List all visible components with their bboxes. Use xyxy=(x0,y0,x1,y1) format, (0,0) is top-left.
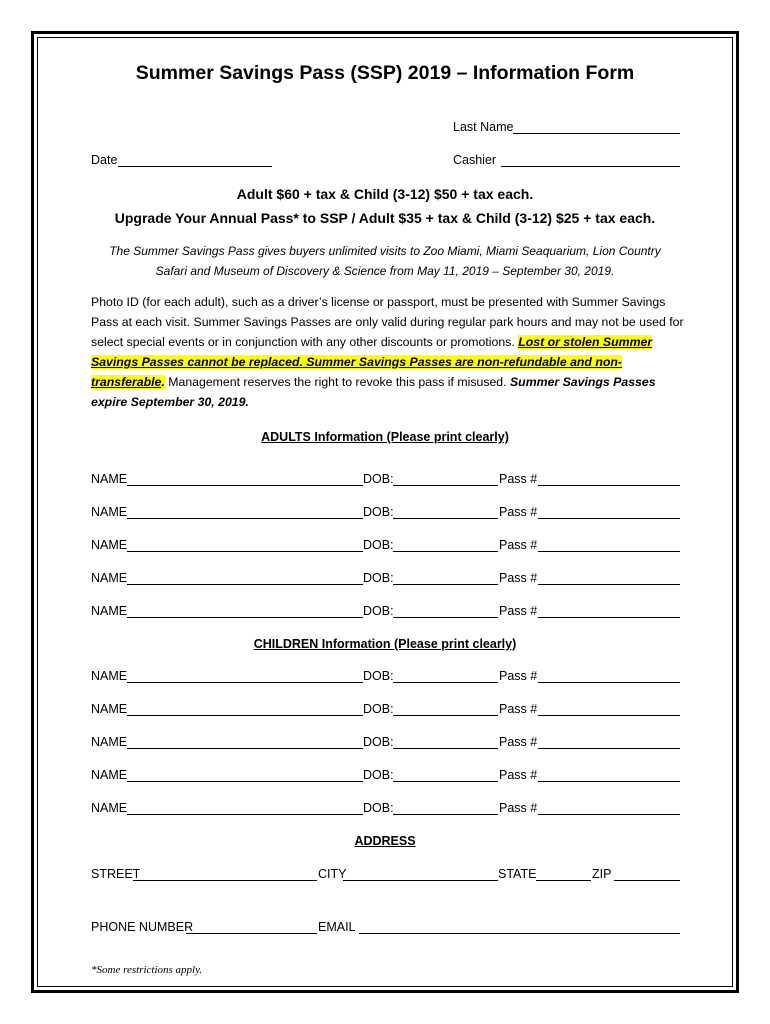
child-dob-label: DOB: xyxy=(363,735,394,749)
email-label: EMAIL xyxy=(318,920,356,934)
cashier-label: Cashier xyxy=(453,153,497,167)
zip-label: ZIP xyxy=(592,867,612,881)
zip-field[interactable] xyxy=(614,880,680,881)
adult-dob-label: DOB: xyxy=(363,604,394,618)
adult-name-label: NAME xyxy=(91,571,128,585)
child-dob-label: DOB: xyxy=(363,801,394,815)
adult-dob-field[interactable] xyxy=(393,518,498,519)
intro-line-1: The Summer Savings Pass gives buyers unlimited visits to Zoo Miami, Miami Seaquarium, Lion Country xyxy=(109,244,661,258)
child-pass-field[interactable] xyxy=(538,715,680,716)
adult-name-label: NAME xyxy=(91,505,128,519)
child-dob-field[interactable] xyxy=(393,814,498,815)
child-pass-field[interactable] xyxy=(538,781,680,782)
adult-pass-label: Pass # xyxy=(499,505,538,519)
address-heading: ADDRESS xyxy=(354,834,416,848)
child-pass-label: Pass # xyxy=(499,735,538,749)
last-name-field[interactable] xyxy=(513,133,680,134)
adult-name-label: NAME xyxy=(91,538,128,552)
adult-pass-field[interactable] xyxy=(538,617,680,618)
intro-line-2: Safari and Museum of Discovery & Science from May 11, 2019 – September 30, 2019. xyxy=(155,264,615,278)
policy-paragraph xyxy=(91,292,691,412)
date-label: Date xyxy=(91,153,118,167)
child-pass-field[interactable] xyxy=(538,748,680,749)
cashier-field[interactable] xyxy=(501,166,680,167)
date-field[interactable] xyxy=(118,166,272,167)
adult-pass-field[interactable] xyxy=(538,518,680,519)
policy-highlight-period: . xyxy=(161,375,165,389)
policy-expiry: Summer Savings Passes expire September 30, 2019. xyxy=(91,375,656,409)
adult-dob-field[interactable] xyxy=(393,551,498,552)
child-pass-label: Pass # xyxy=(499,669,538,683)
adult-dob-label: DOB: xyxy=(363,538,394,552)
adult-pass-label: Pass # xyxy=(499,604,538,618)
adult-pass-label: Pass # xyxy=(499,571,538,585)
child-pass-label: Pass # xyxy=(499,702,538,716)
footnote: *Some restrictions apply. xyxy=(91,964,203,976)
child-pass-field[interactable] xyxy=(538,814,680,815)
adult-name-label: NAME xyxy=(91,472,128,486)
child-name-label: NAME xyxy=(91,768,128,782)
child-name-field[interactable] xyxy=(127,715,363,716)
child-name-field[interactable] xyxy=(127,682,363,683)
last-name-label: Last Name xyxy=(453,120,514,134)
adult-dob-label: DOB: xyxy=(363,505,394,519)
adults-heading: ADULTS Information (Please print clearly) xyxy=(261,430,509,444)
child-name-label: NAME xyxy=(91,801,128,815)
pricing-line-2: Upgrade Your Annual Pass* to SSP / Adult $35 + tax & Child (3-12) $25 + tax each. xyxy=(114,210,656,226)
street-field[interactable] xyxy=(133,880,317,881)
adult-dob-label: DOB: xyxy=(363,571,394,585)
child-pass-label: Pass # xyxy=(499,768,538,782)
adult-dob-label: DOB: xyxy=(363,472,394,486)
adult-dob-field[interactable] xyxy=(393,485,498,486)
adult-name-field[interactable] xyxy=(127,617,363,618)
adult-name-field[interactable] xyxy=(127,485,363,486)
child-name-label: NAME xyxy=(91,669,128,683)
policy-highlight: Lost or stolen Summer Savings Passes cannot be replaced. Summer Savings Passes are non-refundable and non-transferable xyxy=(91,335,653,389)
children-heading: CHILDREN Information (Please print clearly) xyxy=(253,637,517,651)
adult-name-label: NAME xyxy=(91,604,128,618)
child-pass-label: Pass # xyxy=(499,801,538,815)
adult-name-field[interactable] xyxy=(127,584,363,585)
adult-pass-field[interactable] xyxy=(538,584,680,585)
form-title: Summer Savings Pass (SSP) 2019 – Information Form xyxy=(135,62,635,84)
child-name-field[interactable] xyxy=(127,814,363,815)
adult-name-field[interactable] xyxy=(127,551,363,552)
child-name-field[interactable] xyxy=(127,748,363,749)
child-pass-field[interactable] xyxy=(538,682,680,683)
city-label: CITY xyxy=(318,867,347,881)
city-field[interactable] xyxy=(343,880,498,881)
child-dob-field[interactable] xyxy=(393,748,498,749)
adult-pass-field[interactable] xyxy=(538,485,680,486)
child-dob-field[interactable] xyxy=(393,682,498,683)
adult-dob-field[interactable] xyxy=(393,617,498,618)
child-dob-field[interactable] xyxy=(393,715,498,716)
child-name-field[interactable] xyxy=(127,781,363,782)
adult-pass-label: Pass # xyxy=(499,472,538,486)
adult-name-field[interactable] xyxy=(127,518,363,519)
phone-field[interactable] xyxy=(186,933,317,934)
child-name-label: NAME xyxy=(91,735,128,749)
email-field[interactable] xyxy=(359,933,680,934)
street-label: STREET xyxy=(91,867,141,881)
child-dob-field[interactable] xyxy=(393,781,498,782)
child-dob-label: DOB: xyxy=(363,669,394,683)
child-dob-label: DOB: xyxy=(363,702,394,716)
policy-text-1: Photo ID (for each adult), such as a driver’s license or passport, must be presented with Summer Savings Pass at each visit. Summer Savings Passes are only valid during regular park hours and may not be used for select special events or in conjunction with any other discounts or promotions. xyxy=(91,295,684,349)
policy-text-2: Management reserves the right to revoke this pass if misused. xyxy=(164,375,510,389)
adult-dob-field[interactable] xyxy=(393,584,498,585)
adult-pass-field[interactable] xyxy=(538,551,680,552)
pricing-line-1: Adult $60 + tax & Child (3-12) $50 + tax each. xyxy=(236,186,534,202)
state-field[interactable] xyxy=(536,880,591,881)
child-dob-label: DOB: xyxy=(363,768,394,782)
phone-label: PHONE NUMBER xyxy=(91,920,194,934)
state-label: STATE xyxy=(498,867,537,881)
child-name-label: NAME xyxy=(91,702,128,716)
adult-pass-label: Pass # xyxy=(499,538,538,552)
